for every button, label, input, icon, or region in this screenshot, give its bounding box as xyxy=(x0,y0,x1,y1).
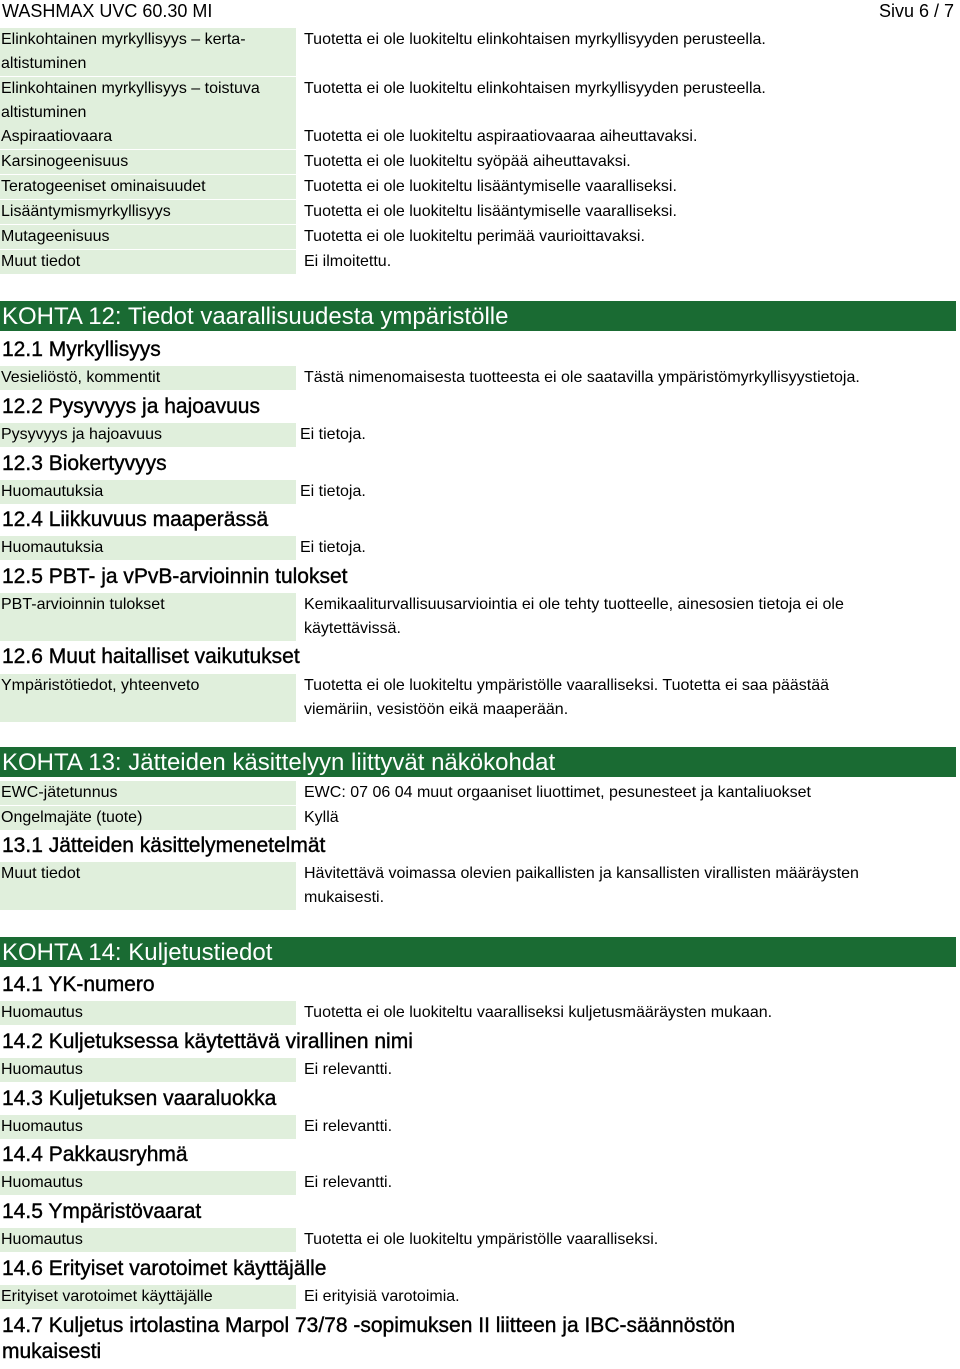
row-value-line: Hävitettävä voimassa olevien paikallisten ja kansallisten virallisten määräysten xyxy=(304,865,859,882)
row-shipping-name xyxy=(0,1058,958,1082)
row-label: PBT-arvioinnin tulokset xyxy=(0,593,296,641)
section-14-title: KOHTA 14: Kuljetustiedot xyxy=(0,937,956,967)
row-label: Huomautus xyxy=(0,1228,296,1252)
row-label: Elinkohtainen myrkyllisyys – toistuva altistuminen xyxy=(0,77,296,125)
subsection-14-2-heading: 14.2 Kuljetuksessa käytettävä virallinen nimi xyxy=(2,1030,413,1053)
row-label: Erityiset varotoimet käyttäjälle xyxy=(0,1285,296,1309)
row-hazardous-waste xyxy=(0,806,958,830)
subsection-14-6-heading: 14.6 Erityiset varotoimet käyttäjälle xyxy=(2,1257,327,1280)
row-value xyxy=(304,593,958,641)
row-label: Huomautus xyxy=(0,1001,296,1025)
row-value: Tuotetta ei ole luokiteltu aspiraatiovaaraa aiheuttavaksi. xyxy=(304,128,698,145)
row-label: Huomautus xyxy=(0,1115,296,1139)
row-label: Huomautuksia xyxy=(0,536,296,560)
row-hazard-class xyxy=(0,1115,958,1139)
tox-row-stot-single xyxy=(0,28,958,76)
row-value-line: käytettävissä. xyxy=(304,620,401,637)
row-label: Elinkohtainen myrkyllisyys – kerta-altistuminen xyxy=(0,28,296,76)
subsection-12-2-heading: 12.2 Pysyvyys ja hajoavuus xyxy=(2,395,260,418)
row-label: Vesieliöstö, kommentit xyxy=(0,366,296,390)
row-label: Muut tiedot xyxy=(0,862,296,910)
row-aquatic xyxy=(0,366,958,390)
row-value: Ei relevantti. xyxy=(304,1174,393,1191)
row-value-line: mukaisesti. xyxy=(304,889,385,906)
document-title: WASHMAX UVC 60.30 MI xyxy=(2,1,213,21)
row-value: Ei ilmoitettu. xyxy=(304,253,392,270)
row-value: Tuotetta ei ole luokiteltu lisääntymiselle vaaralliseksi. xyxy=(304,178,677,195)
subsection-14-4-heading: 14.4 Pakkausryhmä xyxy=(2,1143,188,1166)
page-header xyxy=(0,0,960,22)
subsection-12-5-heading: 12.5 PBT- ja vPvB-arvioinnin tulokset xyxy=(2,565,348,588)
row-label: Muut tiedot xyxy=(0,250,296,274)
subsection-14-1-heading: 14.1 YK-numero xyxy=(2,973,155,996)
row-label: Huomautus xyxy=(0,1171,296,1195)
row-label: Teratogeeniset ominaisuudet xyxy=(0,175,296,199)
row-value: Ei tietoja. xyxy=(300,539,366,556)
row-value-line: viemäriin, vesistöön eikä maaperään. xyxy=(304,701,569,718)
heading-line: mukaisesti xyxy=(2,1340,102,1363)
row-value: EWC: 07 06 04 muut orgaaniset liuottimet, pesunesteet ja kantaliuokset xyxy=(304,784,811,801)
row-bioaccumulation xyxy=(0,480,958,504)
row-pbt xyxy=(0,593,958,641)
row-label: Karsinogeenisuus xyxy=(0,150,296,174)
row-value: Tästä nimenomaisesta tuotteesta ei ole saatavilla ympäristömyrkyllisyystietoja. xyxy=(304,369,860,386)
row-value: Ei erityisiä varotoimia. xyxy=(304,1288,460,1305)
subsection-12-6-heading: 12.6 Muut haitalliset vaikutukset xyxy=(2,645,300,668)
row-label: EWC-jätetunnus xyxy=(0,781,296,805)
subsection-14-7-heading xyxy=(2,1313,735,1365)
page-number: Sivu 6 / 7 xyxy=(878,1,954,21)
row-value xyxy=(304,862,958,910)
tox-row-teratogenic xyxy=(0,175,958,199)
row-value: Ei tietoja. xyxy=(300,483,366,500)
subsection-14-5-heading: 14.5 Ympäristövaarat xyxy=(2,1200,202,1223)
row-label: Mutageenisuus xyxy=(0,225,296,249)
subsection-14-3-heading: 14.3 Kuljetuksen vaaraluokka xyxy=(2,1087,277,1110)
row-value: Ei tietoja. xyxy=(300,426,366,443)
row-value: Tuotetta ei ole luokiteltu ympäristölle vaaralliseksi. xyxy=(304,1231,659,1248)
tox-row-mutagenicity xyxy=(0,225,958,249)
row-disposal-other xyxy=(0,862,958,910)
row-value: Kyllä xyxy=(304,809,339,826)
section-13-title: KOHTA 13: Jätteiden käsittelyyn liittyvät näkökohdat xyxy=(0,747,956,777)
row-value: Tuotetta ei ole luokiteltu syöpää aiheuttavaksi. xyxy=(304,153,631,170)
tox-row-aspiration xyxy=(0,125,958,149)
row-label: Huomautuksia xyxy=(0,480,296,504)
subsection-12-4-heading: 12.4 Liikkuvuus maaperässä xyxy=(2,508,269,531)
subsection-12-1-heading: 12.1 Myrkyllisyys xyxy=(2,338,161,361)
row-label: Huomautus xyxy=(0,1058,296,1082)
row-packing-group xyxy=(0,1171,958,1195)
row-env-hazards xyxy=(0,1228,958,1252)
row-value: Tuotetta ei ole luokiteltu perimää vaurioittavaksi. xyxy=(304,228,645,245)
row-value: Tuotetta ei ole luokiteltu vaaralliseksi kuljetusmääräysten mukaan. xyxy=(304,1004,773,1021)
row-value-line: Tuotetta ei ole luokiteltu ympäristölle vaaralliseksi. Tuotetta ei saa päästää xyxy=(304,677,830,694)
row-persistence xyxy=(0,423,958,447)
row-label: Pysyvyys ja hajoavuus xyxy=(0,423,296,447)
subsection-13-1-heading: 13.1 Jätteiden käsittelymenetelmät xyxy=(2,834,326,857)
tox-row-stot-repeated xyxy=(0,77,958,125)
tox-row-reproductive xyxy=(0,200,958,224)
row-label: Lisääntymismyrkyllisyys xyxy=(0,200,296,224)
tox-row-other xyxy=(0,250,958,274)
row-ewc xyxy=(0,781,958,805)
section-12-title: KOHTA 12: Tiedot vaarallisuudesta ympäristölle xyxy=(0,301,956,331)
row-label: Ongelmajäte (tuote) xyxy=(0,806,296,830)
row-value: Tuotetta ei ole luokiteltu elinkohtaisen myrkyllisyyden perusteella. xyxy=(304,80,766,97)
row-mobility xyxy=(0,536,958,560)
row-value-line: Kemikaaliturvallisuusarviointia ei ole tehty tuotteelle, ainesosien tietoja ei ole xyxy=(304,596,844,613)
row-value: Ei relevantti. xyxy=(304,1061,393,1078)
row-value xyxy=(304,674,958,722)
row-un-number xyxy=(0,1001,958,1025)
row-value: Tuotetta ei ole luokiteltu lisääntymiselle vaaralliseksi. xyxy=(304,203,677,220)
row-label: Aspiraatiovaara xyxy=(0,125,296,149)
row-special-precautions xyxy=(0,1285,958,1309)
row-value: Ei relevantti. xyxy=(304,1118,393,1135)
row-env-summary xyxy=(0,674,958,722)
row-value: Tuotetta ei ole luokiteltu elinkohtaisen myrkyllisyyden perusteella. xyxy=(304,31,766,48)
subsection-12-3-heading: 12.3 Biokertyvyys xyxy=(2,452,167,475)
row-label: Ympäristötiedot, yhteenveto xyxy=(0,674,296,722)
tox-row-carcinogenicity xyxy=(0,150,958,174)
heading-line: 14.7 Kuljetus irtolastina Marpol 73/78 -sopimuksen II liitteen ja IBC-säännöstön xyxy=(2,1314,736,1337)
